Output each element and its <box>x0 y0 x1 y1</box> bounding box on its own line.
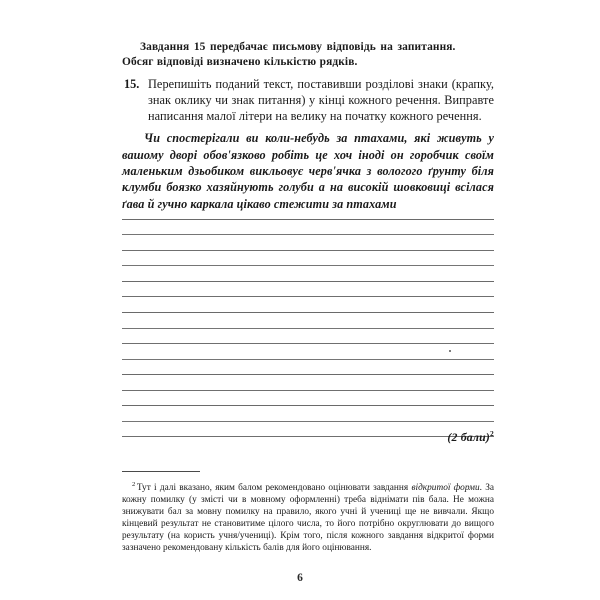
marks-footnote-marker: 2 <box>490 429 494 439</box>
answer-line <box>122 220 494 236</box>
answer-line <box>122 391 494 407</box>
task-instruction-text: Перепишіть поданий текст, поставивши розділові знаки (крапку, знак оклику чи знак питання) у кінці кожного речення. Виправте написання малої літери на велику на початку кожного речення. <box>148 77 494 123</box>
answer-line <box>122 344 494 360</box>
answer-line <box>122 235 494 251</box>
footnote-part-1: Тут і далі вказано, яким балом рекомендовано оцінювати завдання <box>136 483 412 493</box>
footnote-marker: 2 <box>132 480 136 488</box>
answer-line <box>122 313 494 329</box>
answer-ruled-lines <box>122 204 494 437</box>
answer-line <box>122 360 494 376</box>
task-intro-heading <box>122 40 494 70</box>
footnote-emphasis: відкритої форми <box>411 483 480 493</box>
answer-line <box>122 375 494 391</box>
answer-line <box>122 297 494 313</box>
task-intro-line-2: Обсяг відповіді визначено кількістю рядків. <box>122 56 358 69</box>
answer-line <box>122 422 494 438</box>
answer-line <box>122 329 494 345</box>
answer-line <box>122 282 494 298</box>
page-content <box>122 40 494 212</box>
answer-line <box>122 204 494 220</box>
source-passage: Чи спостерігали ви коли-небудь за птахами, які живуть у вашому дворі обов'язково робіть це хоч іноді он горобчик своїм маленьким дзьобиком викльовує черв'ячка з вологого ґрунту біля клумби боязко хазяйнують голуби а на високій шовковиці всілася ґава й гучно каркала цікаво стежити за птахами <box>122 131 494 211</box>
marks-note <box>447 430 494 445</box>
marks-label: (2 бали) <box>447 430 491 444</box>
footnote-part-2: . За кожну помилку (у змісті чи в мовному оформленні) треба віднімати пів бала. Не можна знижувати бал за мовну помилку на правило, якого учні й учениці ще не вивчали. Якщо кінцевий результат не становитиме цілого числа, то його потрібно округлювати до вищого результату (на користь учня/учениці). Крім того, після кожного завдання відкритої форми зазначено рекомендовану кількість балів для його оцінювання. <box>122 483 495 554</box>
scan-artifact-speck <box>449 350 451 352</box>
footnote-separator-rule <box>122 471 200 472</box>
answer-line <box>122 251 494 267</box>
footnote-text <box>122 482 494 555</box>
task-number: 15. <box>124 77 140 92</box>
task-intro-line-1: Завдання 15 передбачає письмову відповідь на запитання. <box>140 41 456 53</box>
answer-line <box>122 266 494 282</box>
answer-line <box>122 406 494 422</box>
task-item-15 <box>122 77 494 124</box>
page-number: 6 <box>297 572 303 584</box>
